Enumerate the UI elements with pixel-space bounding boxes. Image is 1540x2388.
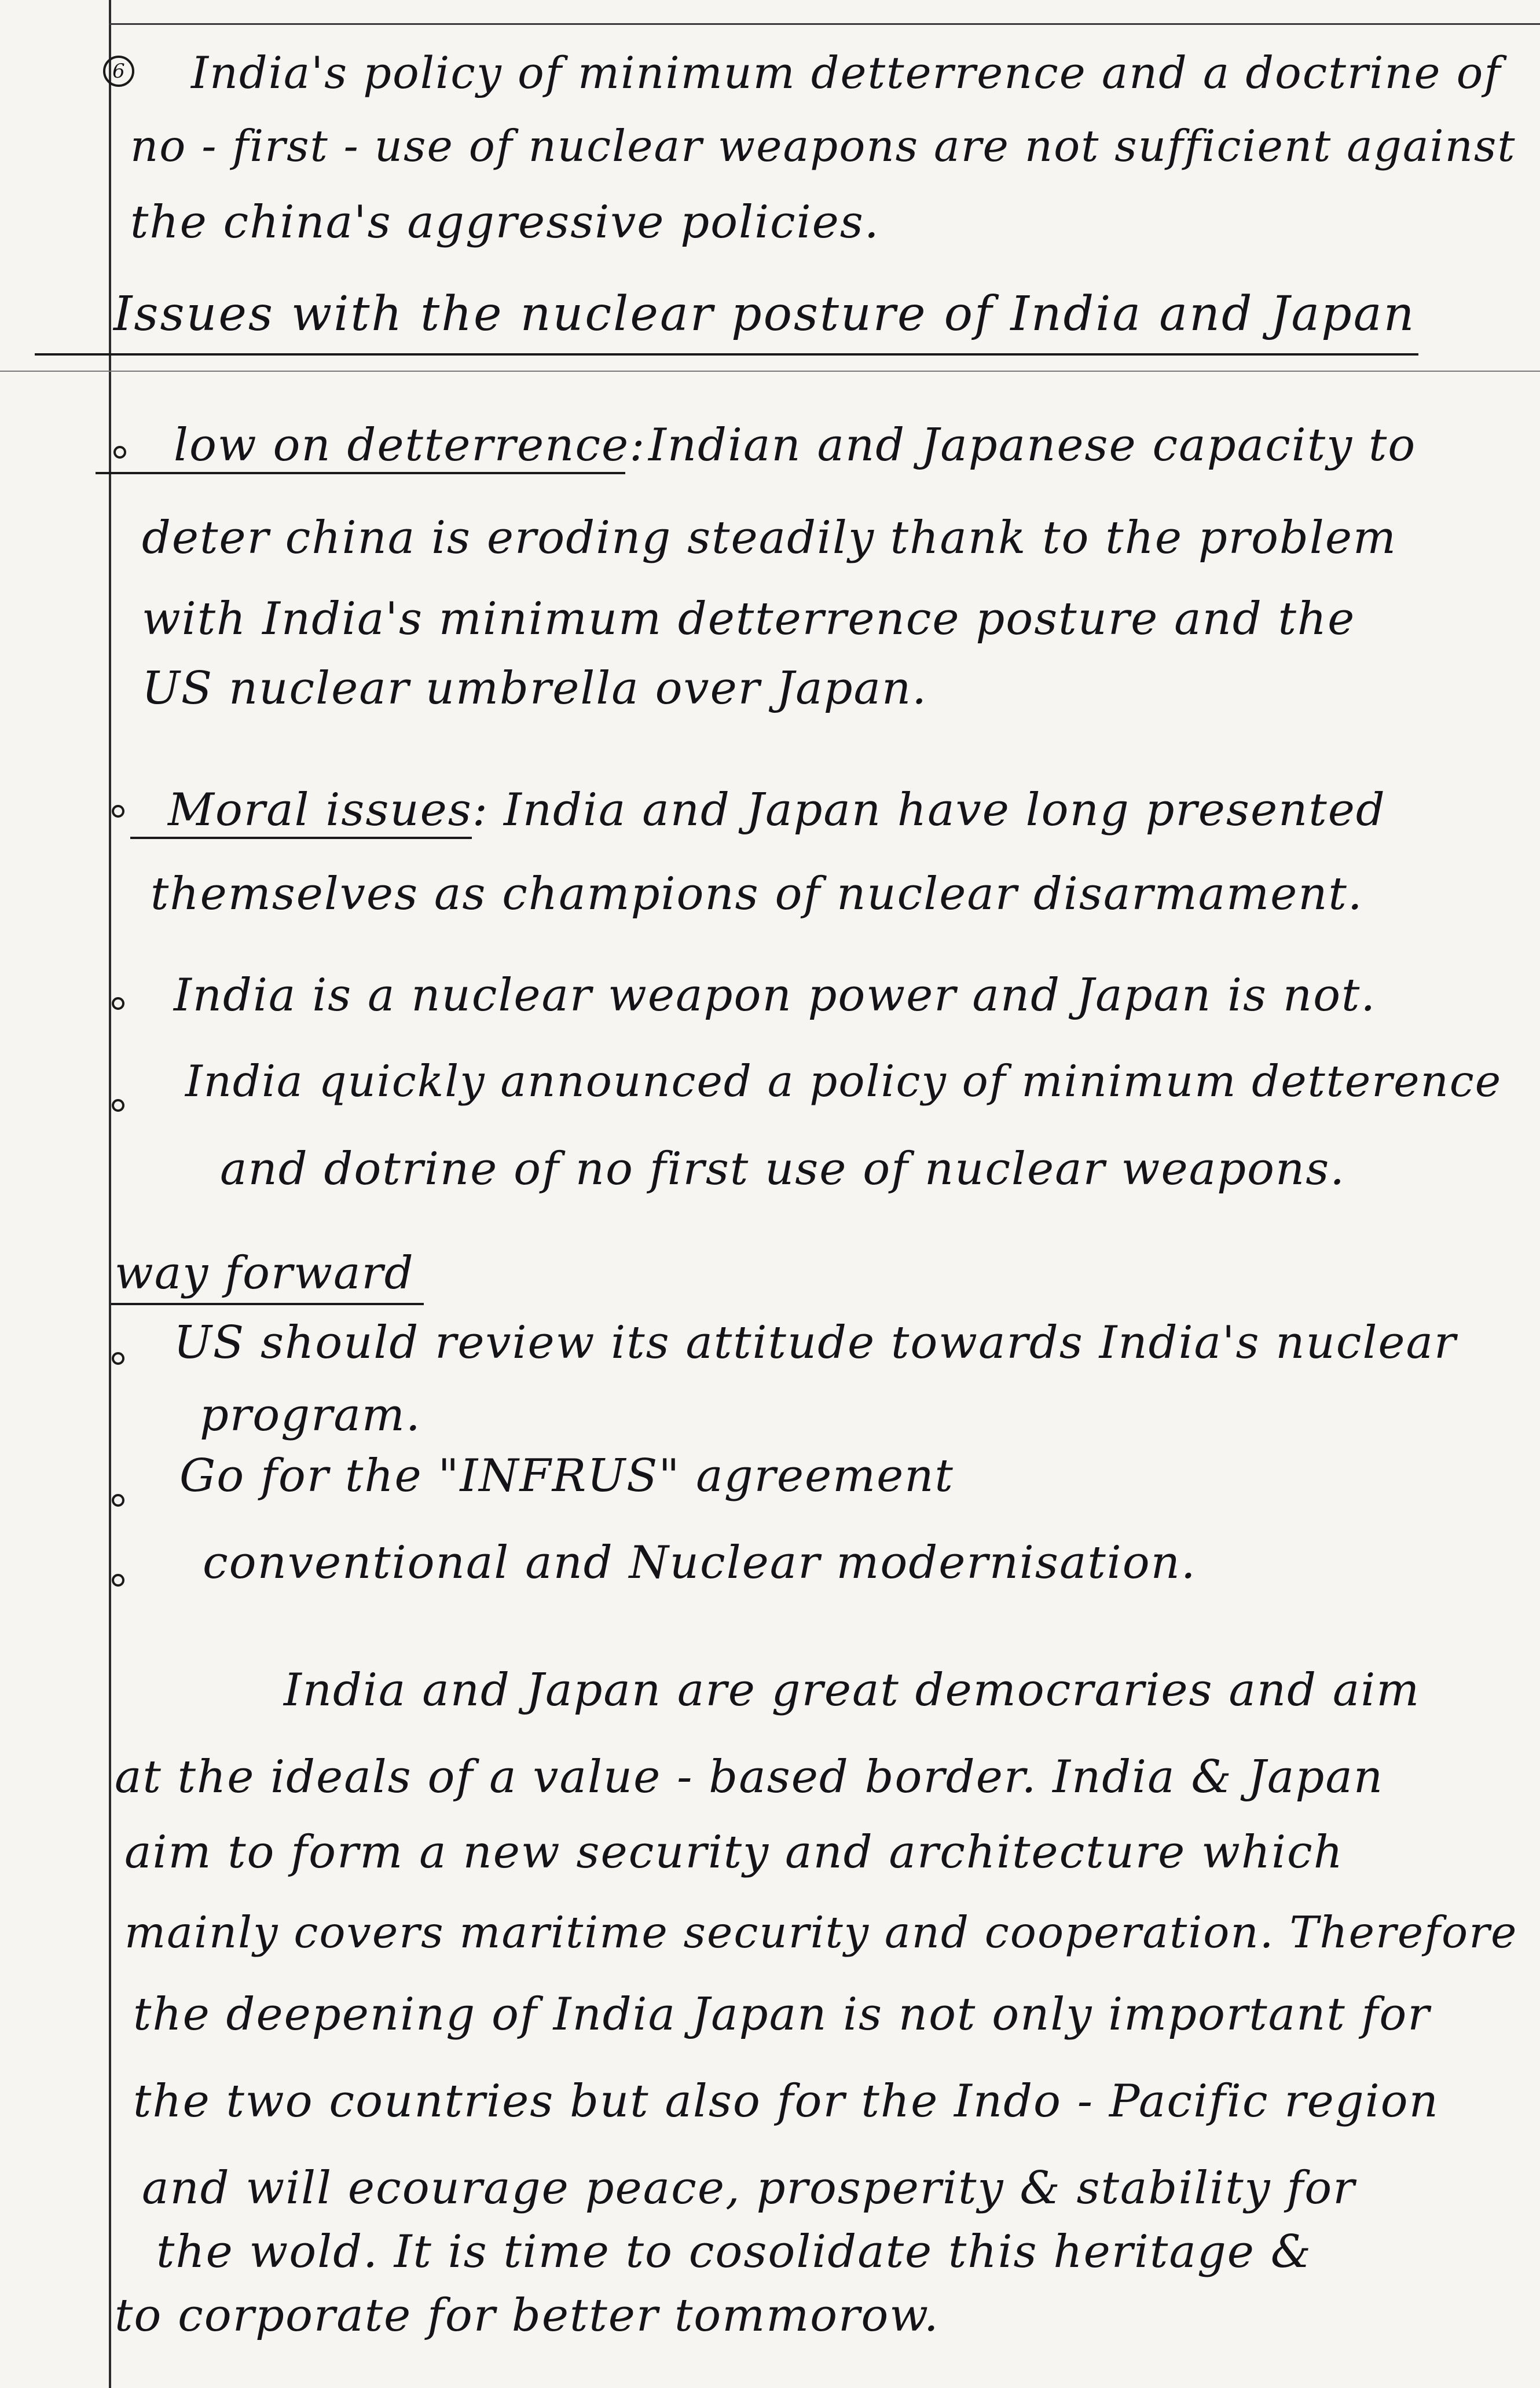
heading-rule-line bbox=[0, 371, 1540, 372]
bullet bbox=[112, 1099, 124, 1112]
moral-line-1: India and Japan have long presented bbox=[504, 784, 1386, 836]
way-forward-item-2: Go for the "INFRUS" agreement bbox=[179, 1450, 954, 1502]
top-rule bbox=[109, 23, 1540, 25]
bullet bbox=[112, 1494, 124, 1507]
way-forward-item-1-line-2: program. bbox=[200, 1389, 421, 1441]
deterrence-line-2: deter china is eroding steadily thank to the problem bbox=[142, 512, 1397, 564]
conclusion-line-1: India and Japan are great democraries and aim bbox=[284, 1664, 1421, 1716]
bullet bbox=[112, 997, 124, 1010]
conclusion-line-8: the wold. It is time to cosolidate this heritage & bbox=[156, 2226, 1312, 2278]
point6-line-2: no - first - use of nuclear weapons are not sufficient against bbox=[130, 120, 1516, 171]
issues-heading: Issues with the nuclear posture of India and Japan bbox=[113, 287, 1416, 342]
way-forward-heading: way forward bbox=[115, 1247, 415, 1299]
point6-line-1: India's policy of minimum detterrence and a doctrine of bbox=[191, 47, 1502, 98]
point-number: 6 bbox=[103, 56, 134, 87]
conclusion-line-9: to corporate for better tommorow. bbox=[115, 2290, 940, 2342]
conclusion-line-4: mainly covers maritime security and cooperation. Therefore bbox=[124, 1907, 1518, 1958]
bullet bbox=[113, 446, 126, 459]
moral-underline bbox=[130, 837, 472, 839]
deterrence-underline bbox=[96, 472, 625, 474]
moral-line-2: themselves as champions of nuclear disarmament. bbox=[151, 868, 1363, 920]
bullet bbox=[112, 805, 124, 818]
deterrence-line-3: with India's minimum detterrence posture and the bbox=[142, 593, 1356, 645]
bullet bbox=[112, 1574, 124, 1587]
announced-line-1: India quickly announced a policy of minimum detterence bbox=[185, 1056, 1502, 1107]
conclusion-line-6: the two countries but also for the Indo - Pacific region bbox=[133, 2075, 1439, 2127]
way-forward-item-1-line-1: US should review its attitude towards India's nuclear bbox=[174, 1317, 1457, 1369]
deterrence-line-4: US nuclear umbrella over Japan. bbox=[142, 662, 928, 715]
conclusion-line-3: aim to form a new security and architecture which bbox=[124, 1826, 1344, 1878]
bullet bbox=[112, 1352, 124, 1365]
way-forward-underline bbox=[111, 1303, 424, 1305]
deterrence-line-1: Indian and Japanese capacity to bbox=[648, 419, 1417, 471]
margin-line bbox=[109, 0, 111, 2388]
announced-line-2: and dotrine of no first use of nuclear weapons. bbox=[220, 1143, 1346, 1195]
way-forward-item-3: conventional and Nuclear modernisation. bbox=[203, 1537, 1197, 1589]
conclusion-line-7: and will ecourage peace, prosperity & stability for bbox=[142, 2162, 1356, 2214]
conclusion-line-2: at the ideals of a value - based border. India & Japan bbox=[115, 1751, 1384, 1803]
conclusion-line-5: the deepening of India Japan is not only important for bbox=[133, 1988, 1431, 2041]
power-line: India is a nuclear weapon power and Japan is not. bbox=[174, 969, 1377, 1021]
deterrence-label: low on detterrence: bbox=[174, 419, 646, 471]
heading-underline bbox=[35, 353, 1418, 356]
moral-label: Moral issues: bbox=[168, 784, 489, 836]
point6-line-3: the china's aggressive policies. bbox=[130, 196, 880, 248]
